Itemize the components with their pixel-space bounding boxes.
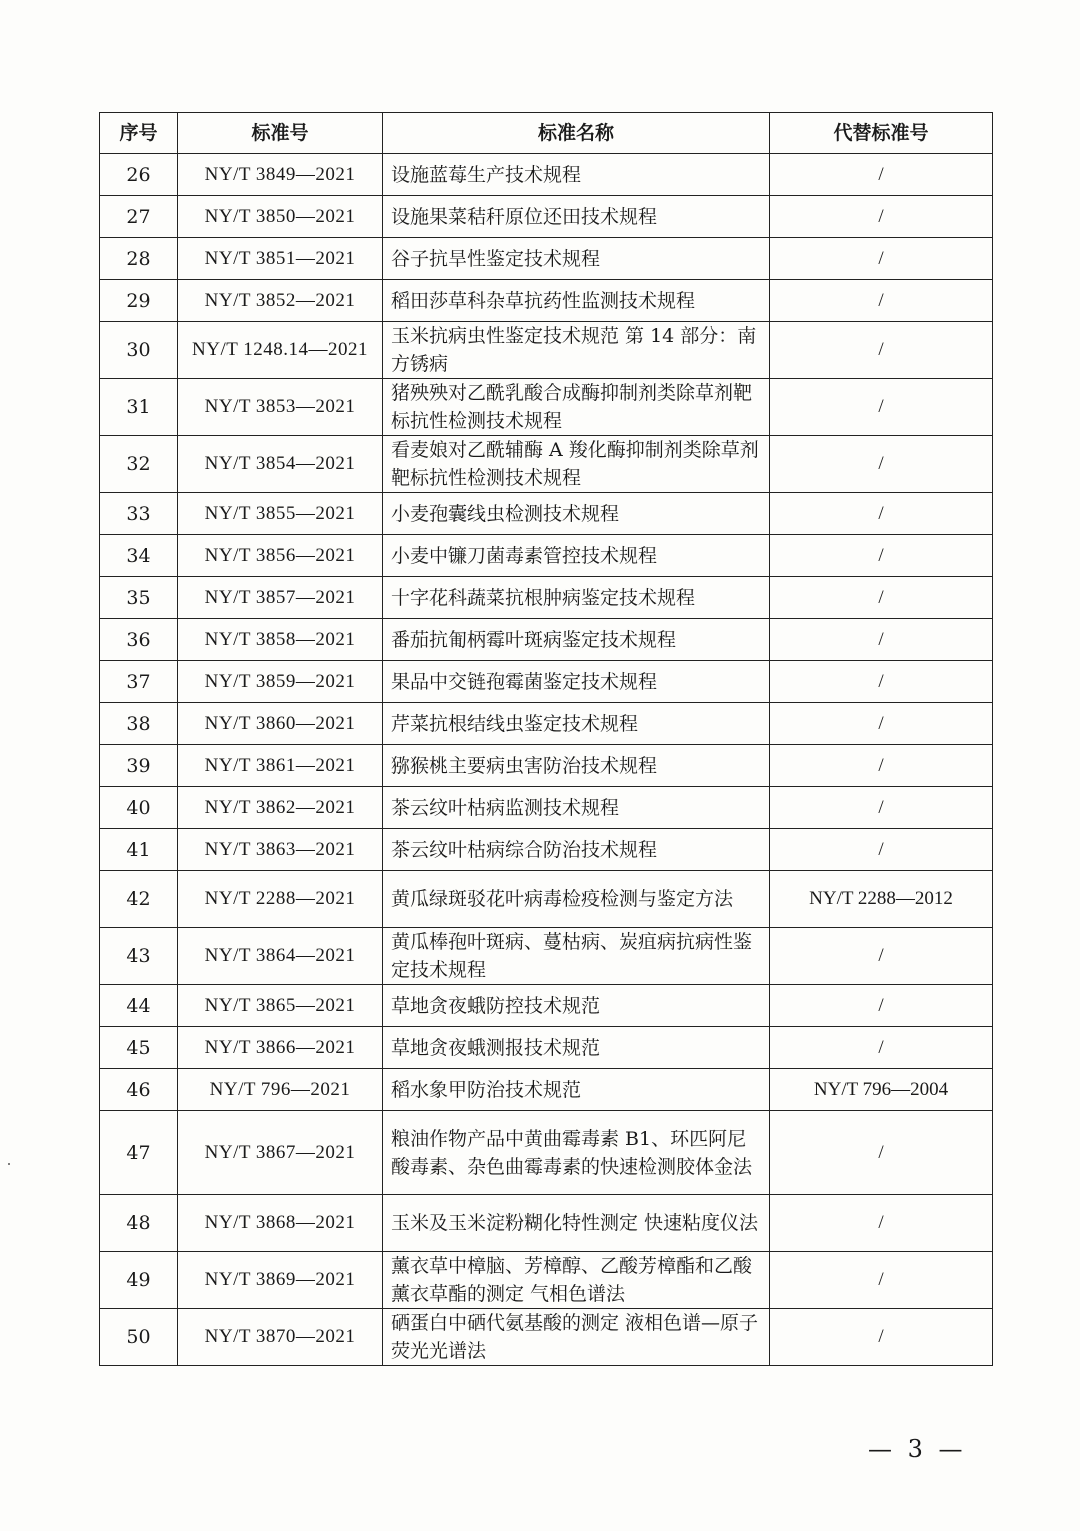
- standard-name: 设施果菜秸秆原位还田技术规程: [383, 196, 770, 238]
- standard-name: 玉米抗病虫性鉴定技术规范 第 14 部分：南方锈病: [383, 322, 770, 379]
- standard-number: NY/T 3863—2021: [178, 829, 383, 871]
- table-header-row: [100, 113, 993, 154]
- replaced-standard: NY/T 2288—2012: [770, 871, 993, 928]
- standard-number: NY/T 3866—2021: [178, 1027, 383, 1069]
- standard-name: 谷子抗旱性鉴定技术规程: [383, 238, 770, 280]
- standard-name: 玉米及玉米淀粉糊化特性测定 快速粘度仪法: [383, 1195, 770, 1252]
- header-no: 序号: [100, 113, 178, 154]
- standard-number: NY/T 3850—2021: [178, 196, 383, 238]
- table-row: [100, 1027, 993, 1069]
- table-row: [100, 928, 993, 985]
- replaced-standard: /: [770, 829, 993, 871]
- standard-name: 稻田莎草科杂草抗药性监测技术规程: [383, 280, 770, 322]
- standard-number: NY/T 3868—2021: [178, 1195, 383, 1252]
- row-number: 44: [100, 985, 178, 1027]
- replaced-standard: /: [770, 280, 993, 322]
- standard-name: 芹菜抗根结线虫鉴定技术规程: [383, 703, 770, 745]
- page-number: — 3 —: [868, 1435, 967, 1463]
- replaced-standard: /: [770, 1252, 993, 1309]
- row-number: 46: [100, 1069, 178, 1111]
- standard-number: NY/T 1248.14—2021: [178, 322, 383, 379]
- table-row: [100, 787, 993, 829]
- header-standard-name: 标准名称: [383, 113, 770, 154]
- table-row: [100, 1069, 993, 1111]
- replaced-standard: /: [770, 535, 993, 577]
- standard-name: 十字花科蔬菜抗根肿病鉴定技术规程: [383, 577, 770, 619]
- table-row: [100, 493, 993, 535]
- row-number: 43: [100, 928, 178, 985]
- replaced-standard: /: [770, 985, 993, 1027]
- table-row: [100, 1309, 993, 1366]
- standard-number: NY/T 3851—2021: [178, 238, 383, 280]
- replaced-standard: /: [770, 322, 993, 379]
- row-number: 50: [100, 1309, 178, 1366]
- standard-name: 果品中交链孢霉菌鉴定技术规程: [383, 661, 770, 703]
- row-number: 48: [100, 1195, 178, 1252]
- row-number: 28: [100, 238, 178, 280]
- table-row: [100, 322, 993, 379]
- table-row: [100, 745, 993, 787]
- header-replaces: 代替标准号: [770, 113, 993, 154]
- row-number: 32: [100, 436, 178, 493]
- row-number: 27: [100, 196, 178, 238]
- table-row: [100, 238, 993, 280]
- standard-number: NY/T 3852—2021: [178, 280, 383, 322]
- standard-number: NY/T 3862—2021: [178, 787, 383, 829]
- row-number: 37: [100, 661, 178, 703]
- replaced-standard: /: [770, 238, 993, 280]
- standard-name: 黄瓜绿斑驳花叶病毒检疫检测与鉴定方法: [383, 871, 770, 928]
- table-row: [100, 829, 993, 871]
- table-row: [100, 661, 993, 703]
- standard-number: NY/T 3853—2021: [178, 379, 383, 436]
- replaced-standard: /: [770, 745, 993, 787]
- row-number: 39: [100, 745, 178, 787]
- standard-number: NY/T 3864—2021: [178, 928, 383, 985]
- row-number: 47: [100, 1111, 178, 1195]
- standard-number: NY/T 3858—2021: [178, 619, 383, 661]
- standard-number: NY/T 3860—2021: [178, 703, 383, 745]
- replaced-standard: NY/T 796—2004: [770, 1069, 993, 1111]
- replaced-standard: /: [770, 928, 993, 985]
- table-row: [100, 379, 993, 436]
- replaced-standard: /: [770, 703, 993, 745]
- standard-number: NY/T 3867—2021: [178, 1111, 383, 1195]
- replaced-standard: /: [770, 577, 993, 619]
- row-number: 40: [100, 787, 178, 829]
- standard-name: 硒蛋白中硒代氨基酸的测定 液相色谱—原子荧光光谱法: [383, 1309, 770, 1366]
- standard-number: NY/T 3857—2021: [178, 577, 383, 619]
- standard-name: 小麦中镰刀菌毒素管控技术规程: [383, 535, 770, 577]
- replaced-standard: /: [770, 154, 993, 196]
- standard-number: NY/T 3856—2021: [178, 535, 383, 577]
- header-standard-number: 标准号: [178, 113, 383, 154]
- row-number: 33: [100, 493, 178, 535]
- standard-number: NY/T 3869—2021: [178, 1252, 383, 1309]
- row-number: 31: [100, 379, 178, 436]
- replaced-standard: /: [770, 1195, 993, 1252]
- replaced-standard: /: [770, 1111, 993, 1195]
- table-row: [100, 619, 993, 661]
- table-row: [100, 535, 993, 577]
- table-row: [100, 1195, 993, 1252]
- table-row: [100, 1111, 993, 1195]
- row-number: 38: [100, 703, 178, 745]
- replaced-standard: /: [770, 196, 993, 238]
- standards-table: [99, 112, 993, 1366]
- replaced-standard: /: [770, 493, 993, 535]
- table-row: [100, 154, 993, 196]
- standard-name: 黄瓜棒孢叶斑病、蔓枯病、炭疽病抗病性鉴定技术规程: [383, 928, 770, 985]
- row-number: 36: [100, 619, 178, 661]
- standard-name: 猪殃殃对乙酰乳酸合成酶抑制剂类除草剂靶标抗性检测技术规程: [383, 379, 770, 436]
- replaced-standard: /: [770, 1309, 993, 1366]
- table-body: [100, 154, 993, 1366]
- replaced-standard: /: [770, 661, 993, 703]
- standard-number: NY/T 3849—2021: [178, 154, 383, 196]
- table-row: [100, 703, 993, 745]
- standard-name: 茶云纹叶枯病监测技术规程: [383, 787, 770, 829]
- row-number: 35: [100, 577, 178, 619]
- table-row: [100, 436, 993, 493]
- standard-name: 看麦娘对乙酰辅酶 A 羧化酶抑制剂类除草剂靶标抗性检测技术规程: [383, 436, 770, 493]
- row-number: 45: [100, 1027, 178, 1069]
- standard-name: 猕猴桃主要病虫害防治技术规程: [383, 745, 770, 787]
- row-number: 41: [100, 829, 178, 871]
- standard-number: NY/T 796—2021: [178, 1069, 383, 1111]
- table-row: [100, 1252, 993, 1309]
- standard-name: 茶云纹叶枯病综合防治技术规程: [383, 829, 770, 871]
- replaced-standard: /: [770, 436, 993, 493]
- replaced-standard: /: [770, 619, 993, 661]
- scan-dot: [8, 1163, 10, 1165]
- table-row: [100, 871, 993, 928]
- standard-number: NY/T 3870—2021: [178, 1309, 383, 1366]
- row-number: 34: [100, 535, 178, 577]
- standard-number: NY/T 3865—2021: [178, 985, 383, 1027]
- standard-name: 设施蓝莓生产技术规程: [383, 154, 770, 196]
- replaced-standard: /: [770, 1027, 993, 1069]
- standard-name: 小麦孢囊线虫检测技术规程: [383, 493, 770, 535]
- standard-number: NY/T 3861—2021: [178, 745, 383, 787]
- table-row: [100, 280, 993, 322]
- standard-name: 薰衣草中樟脑、芳樟醇、乙酸芳樟酯和乙酸薰衣草酯的测定 气相色谱法: [383, 1252, 770, 1309]
- row-number: 26: [100, 154, 178, 196]
- standard-number: NY/T 3855—2021: [178, 493, 383, 535]
- standard-name: 粮油作物产品中黄曲霉毒素 B1、环匹阿尼酸毒素、杂色曲霉毒素的快速检测胶体金法: [383, 1111, 770, 1195]
- row-number: 29: [100, 280, 178, 322]
- standard-name: 番茄抗匍柄霉叶斑病鉴定技术规程: [383, 619, 770, 661]
- standard-number: NY/T 3854—2021: [178, 436, 383, 493]
- row-number: 49: [100, 1252, 178, 1309]
- replaced-standard: /: [770, 787, 993, 829]
- row-number: 30: [100, 322, 178, 379]
- standard-name: 稻水象甲防治技术规范: [383, 1069, 770, 1111]
- table-row: [100, 577, 993, 619]
- standard-name: 草地贪夜蛾防控技术规范: [383, 985, 770, 1027]
- replaced-standard: /: [770, 379, 993, 436]
- standard-number: NY/T 3859—2021: [178, 661, 383, 703]
- table-row: [100, 985, 993, 1027]
- table-row: [100, 196, 993, 238]
- standard-name: 草地贪夜蛾测报技术规范: [383, 1027, 770, 1069]
- standard-number: NY/T 2288—2021: [178, 871, 383, 928]
- row-number: 42: [100, 871, 178, 928]
